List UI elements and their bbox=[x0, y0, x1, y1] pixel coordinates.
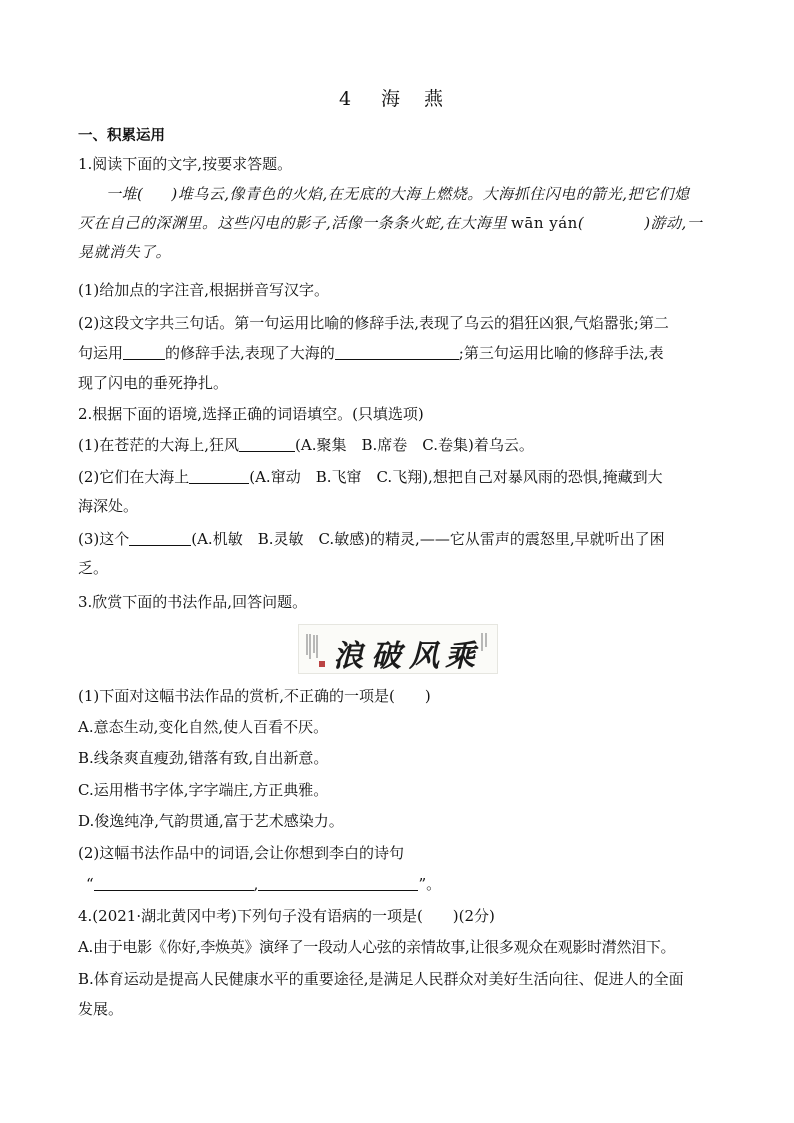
q1-stem: 1.阅读下面的文字,按要求答题。 bbox=[78, 155, 293, 173]
q2-blank-3[interactable] bbox=[129, 530, 191, 546]
lesson-number: 4 bbox=[338, 88, 352, 110]
calligraphy-char-4: 乘 bbox=[445, 639, 475, 674]
title-char-1: 海 bbox=[381, 88, 401, 110]
section-heading: 一、积累运用 bbox=[78, 128, 165, 144]
q1-sub-2-line-3: 现了闪电的垂死挣扎。 bbox=[78, 374, 229, 392]
calligraphy-char-2: 破 bbox=[371, 639, 401, 674]
q1-pinyin: wān yán bbox=[511, 214, 578, 232]
q2-sub-2-cont: 海深处。 bbox=[78, 497, 139, 515]
q2-stem: 2.根据下面的语境,选择正确的词语填空。(只填选项) bbox=[78, 405, 424, 423]
poem-blank-1[interactable] bbox=[94, 875, 254, 891]
q4-option-b-cont: 发展。 bbox=[78, 1000, 124, 1018]
q2-blank-1[interactable] bbox=[239, 436, 295, 452]
calligraphy-inscription-left bbox=[305, 633, 312, 667]
calligraphy-char-1: 浪 bbox=[333, 639, 363, 674]
q3-option-a[interactable]: A.意态生动,变化自然,使人百看不厌。 bbox=[78, 718, 329, 736]
q3-option-c[interactable]: C.运用楷书字体,字字端庄,方正典雅。 bbox=[78, 781, 329, 799]
q3-poem-blanks: “ , ”。 bbox=[86, 875, 442, 893]
q3-stem: 3.欣赏下面的书法作品,回答问题。 bbox=[78, 593, 308, 611]
calligraphy-char-3: 风 bbox=[409, 639, 439, 674]
q3-sub-2: (2)这幅书法作品中的词语,会让你想到李白的诗句 bbox=[78, 844, 405, 862]
q4-stem: 4.(2021·湖北黄冈中考)下列句子没有语病的一项是( )(2分) bbox=[78, 907, 495, 925]
q2-sub-3: (3)这个 (A.机敏 B.灵敏 C.敏感)的精灵,——它从雷声的震怒里,早就听出了困 bbox=[78, 530, 665, 548]
q1-sub-2-line-1: (2)这段文字共三句话。第一句运用比喻的修辞手法,表现了乌云的猖狂凶狠,气焰嚣张;第二 bbox=[78, 314, 669, 332]
q3-option-b[interactable]: B.线条爽直瘦劲,错落有致,自出新意。 bbox=[78, 749, 329, 767]
calligraphy-seal bbox=[319, 661, 325, 667]
page-title bbox=[0, 84, 794, 111]
q2-sub-2: (2)它们在大海上 (A.窜动 B.飞窜 C.飞翔),想把自己对暴风雨的恐惧,掩藏到大 bbox=[78, 468, 663, 486]
q1-passage-line-1: 一堆( )堆乌云,像青色的火焰,在无底的大海上燃烧。大海抓住闪电的箭光,把它们熄 bbox=[106, 185, 690, 203]
q1-sub-2-line-2: 句运用 的修辞手法,表现了大海的 ;第三句运用比喻的修辞手法,表 bbox=[78, 344, 664, 362]
q3-sub-1: (1)下面对这幅书法作品的赏析,不正确的一项是( ) bbox=[78, 687, 431, 705]
q4-option-b[interactable]: B.体育运动是提高人民健康水平的重要途径,是满足人民群众对美好生活向往、促进人的全面 bbox=[78, 970, 684, 988]
q3-option-d[interactable]: D.俊逸纯净,气韵贯通,富于艺术感染力。 bbox=[78, 812, 344, 830]
q1-sub-1: (1)给加点的字注音,根据拼音写汉字。 bbox=[78, 281, 330, 299]
q2-sub-3-cont: 乏。 bbox=[78, 559, 109, 577]
poem-blank-2[interactable] bbox=[258, 875, 418, 891]
q1-passage-line-2: 灭在自己的深渊里。这些闪电的影子,活像一条条火蛇,在大海里 wān yán( )游动,一 bbox=[78, 214, 703, 232]
q4-option-a[interactable]: A.由于电影《你好,李焕英》演绎了一段动人心弦的亲情故事,让很多观众在观影时潸然泪下。 bbox=[78, 938, 676, 956]
q2-blank-2[interactable] bbox=[189, 468, 249, 484]
q1-passage-line-3: 晃就消失了。 bbox=[78, 243, 172, 261]
sea-blank[interactable] bbox=[335, 344, 459, 360]
rhetoric-blank[interactable] bbox=[123, 344, 165, 360]
q2-sub-1: (1)在苍茫的大海上,狂风 (A.聚集 B.席卷 C.卷集)着乌云。 bbox=[78, 436, 534, 454]
title-char-2: 燕 bbox=[424, 88, 444, 110]
calligraphy-artwork bbox=[298, 624, 498, 674]
